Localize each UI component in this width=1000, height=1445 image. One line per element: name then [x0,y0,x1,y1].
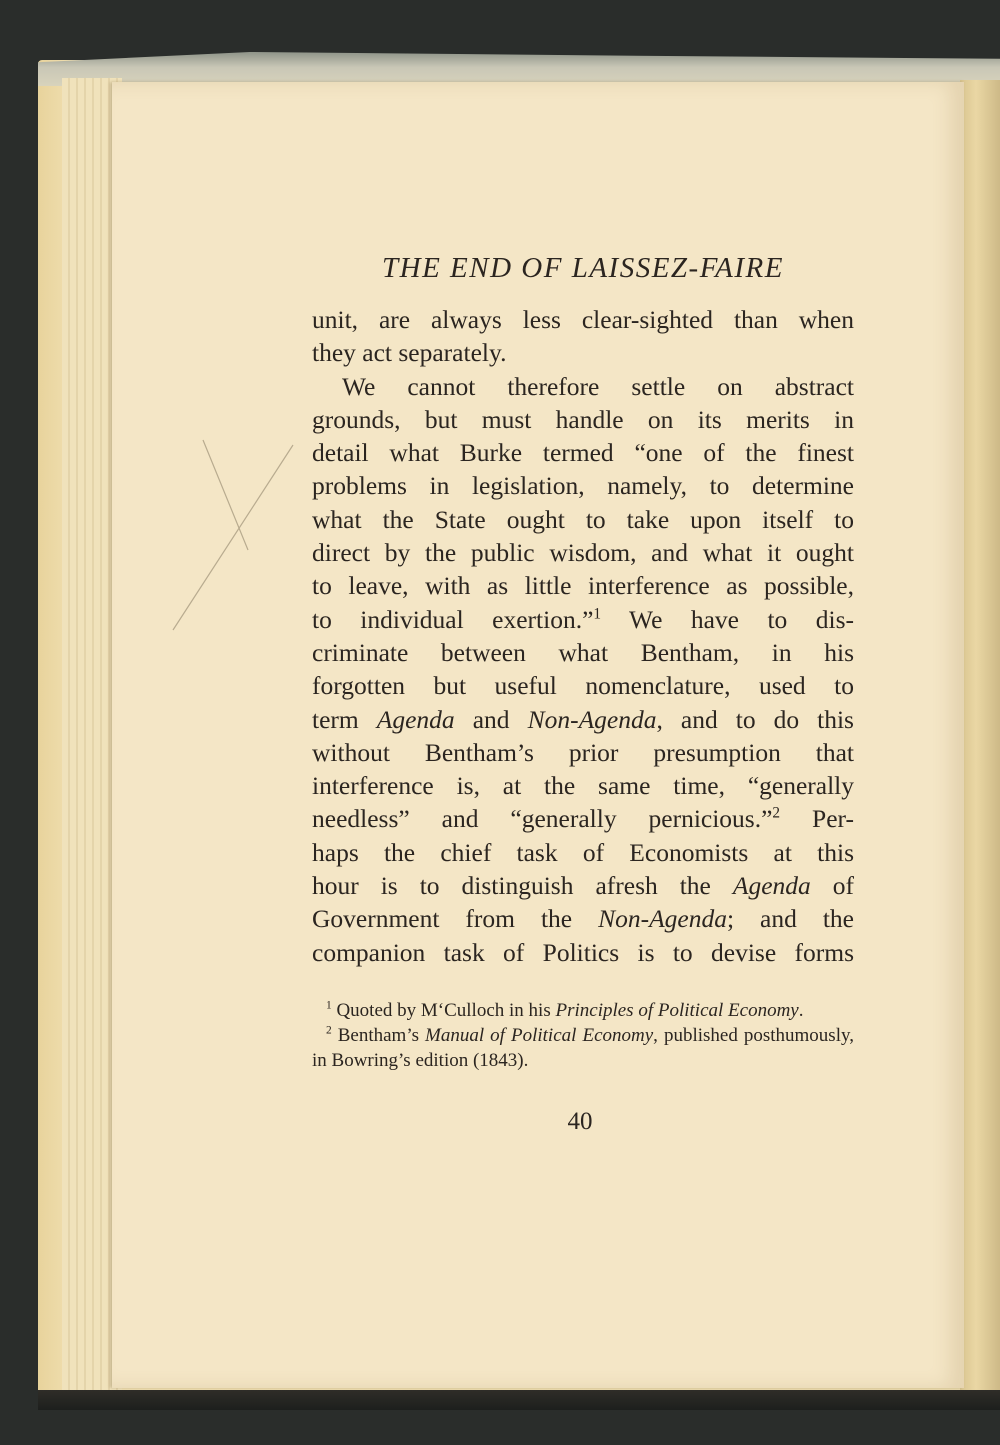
italic-title: Principles of Political Economy [555,1000,799,1021]
italic-term: Agenda [732,871,811,901]
italic-term: Non-Agenda [598,904,727,934]
text-line: interference is, at the same time, “generally [312,771,854,801]
text-span: . [798,1000,804,1021]
text-line: direct by the public wisdom, and what it ought [312,538,854,568]
body-text [312,303,854,969]
text-line [312,902,854,935]
text-span: Per- [780,804,854,834]
text-span: and [454,704,528,734]
text-span: Quoted by M‘Culloch in his [331,1000,556,1021]
text-span: to individual exertion.” [312,604,594,634]
text-line: problems in legislation, namely, to determine [312,471,854,501]
text-span: of [810,871,855,901]
text-span: We have to dis- [601,604,855,634]
page-number: 40 [567,1108,593,1135]
text-line: We cannot therefore settle on abstract [342,371,854,401]
text-line [312,869,854,902]
running-head: THE END OF LAISSEZ-FAIRE [382,252,784,284]
footnote-number: 2 [326,1024,332,1037]
text-line: criminate between what Bentham, in his [312,637,854,667]
text-span: Bentham’s [331,1025,426,1046]
text-line: haps the chief task of Economists at this [312,837,854,867]
text-line: grounds, but must handle on its merits in [312,404,854,434]
text-line: they act separately. [312,338,507,368]
text-line: detail what Burke termed “one of the finest [312,438,854,468]
dust-jacket-top [38,52,1000,86]
footnote-1 [312,998,854,1023]
pencil-cross-mark-icon [168,430,298,640]
text-line [312,802,854,835]
footnote-ref: 1 [593,605,602,623]
text-span: ; and the [727,904,854,934]
text-line: to leave, with as little interference as possible, [312,571,854,601]
italic-title: Manual of Political Economy [425,1025,654,1046]
text-span: , and to do this [656,704,854,734]
text-span: needless” and “generally pernicious.” [312,804,773,834]
text-line: companion task of Politics is to devise forms [312,937,854,967]
footnote-2 [312,1023,854,1073]
text-line [312,603,854,636]
footnotes [312,998,854,1073]
text-line: what the State ought to take upon itself to [312,504,854,534]
italic-term: Non-Agenda [527,704,657,734]
text-span: Government from the [312,904,599,934]
bottom-shadow [38,1390,1000,1410]
footnote-number: 1 [326,999,332,1012]
footnote-ref: 2 [772,804,781,822]
text-line: forgotten but useful nomenclature, used to [312,671,854,701]
text-line: without Bentham’s prior presumption that [312,737,854,767]
book-gutter [960,80,1000,1400]
italic-term: Agenda [376,704,455,734]
text-span: , published posthumously, in Bowring’s edition (1843). [312,1025,854,1071]
text-line: unit, are always less clear-sighted than when [312,305,854,334]
text-line [312,703,854,736]
text-span: hour is to distinguish afresh the [312,871,733,901]
text-span: term [312,704,377,734]
